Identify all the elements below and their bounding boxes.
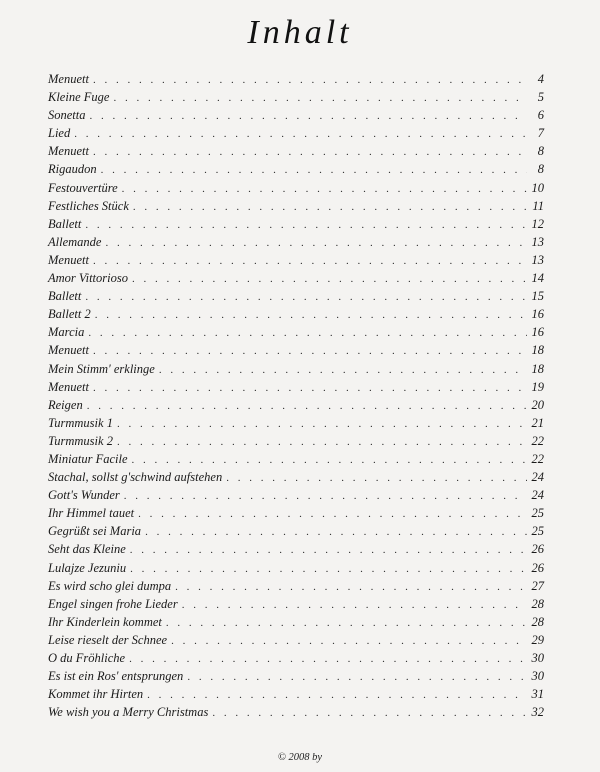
toc-entry — [48, 615, 544, 633]
dot-leader — [101, 164, 527, 176]
dot-leader — [133, 201, 527, 213]
toc-entry — [48, 126, 544, 144]
dot-leader — [129, 653, 527, 665]
toc-entry — [48, 506, 544, 524]
dot-leader — [124, 490, 527, 502]
toc-entry-title: Kommet ihr Hirten — [48, 687, 144, 702]
dot-leader — [93, 345, 527, 357]
toc-entry-page: 8 — [537, 144, 544, 159]
dot-leader — [74, 128, 527, 140]
toc-entry-page: 4 — [537, 72, 544, 86]
toc-entry — [48, 289, 544, 307]
toc-entry-page: 18 — [531, 361, 544, 376]
toc-entry — [48, 181, 544, 199]
dot-leader — [166, 617, 527, 629]
dot-leader — [90, 110, 528, 122]
toc-entry-title: Engel singen frohe Lieder — [48, 596, 178, 611]
dot-leader — [85, 219, 527, 231]
dot-leader — [85, 291, 527, 303]
dot-leader — [182, 599, 527, 611]
toc-entry-title: Menuett — [48, 144, 89, 159]
toc-entry-title: Ihr Kinderlein kommet — [48, 614, 162, 629]
toc-entry-page: 6 — [537, 108, 544, 123]
toc-entry-page: 19 — [531, 379, 544, 394]
toc-entry — [48, 416, 544, 434]
toc-entry-title: Seht das Kleine — [48, 542, 126, 557]
toc-entry-title: Kleine Fuge — [48, 90, 110, 105]
toc-entry — [48, 597, 544, 615]
page-title: Inhalt — [247, 14, 353, 51]
toc-entry — [48, 235, 544, 253]
dot-leader — [159, 364, 527, 376]
toc-entry-title: Es ist ein Ros' entsprungen — [48, 669, 184, 684]
toc-entry — [48, 362, 544, 380]
toc-entry-page: 28 — [531, 596, 544, 611]
toc-entry — [48, 217, 544, 235]
toc-entry-page: 15 — [531, 289, 544, 304]
toc-entry-page: 14 — [531, 271, 544, 286]
toc-entry — [48, 380, 544, 398]
toc-entry-page: 25 — [531, 524, 544, 539]
toc-entry-title: Allemande — [48, 234, 102, 249]
dot-leader — [130, 563, 527, 575]
dot-leader — [113, 92, 527, 104]
toc-entry-title: Leise rieselt der Schnee — [48, 632, 168, 647]
dot-leader — [147, 689, 527, 701]
toc-entry — [48, 579, 544, 597]
dot-leader — [138, 508, 527, 520]
toc-entry — [48, 542, 544, 560]
toc-entry-page: 22 — [531, 451, 544, 466]
toc-entry-page: 5 — [537, 90, 544, 105]
toc-entry — [48, 705, 544, 723]
toc-entry-page: 11 — [532, 198, 544, 213]
toc-entry-page: 27 — [531, 578, 544, 593]
toc-entry-page: 28 — [531, 614, 544, 629]
toc-entry-title: Reigen — [48, 397, 83, 412]
toc-entry — [48, 253, 544, 271]
dot-leader — [226, 472, 527, 484]
toc-entry-page: 25 — [531, 506, 544, 521]
toc-entry — [48, 434, 544, 452]
toc-entry — [48, 199, 544, 217]
toc-entry-page: 7 — [537, 126, 544, 141]
dot-leader — [105, 237, 527, 249]
toc-entry-page: 29 — [531, 632, 544, 647]
copyright-footer: © 2008 by — [277, 752, 323, 763]
toc-entry-title: Menuett — [48, 72, 89, 86]
toc-entry-page: 12 — [531, 216, 544, 231]
toc-entry — [48, 633, 544, 651]
dot-leader — [212, 707, 527, 719]
toc-entry-title: Festouvertüre — [48, 180, 118, 195]
toc-entry — [48, 470, 544, 488]
toc-entry-title: Es wird scho glei dumpa — [48, 578, 172, 593]
toc-entry-page: 13 — [531, 234, 544, 249]
dot-leader — [132, 454, 528, 466]
toc-entry — [48, 452, 544, 470]
toc-entry — [48, 144, 544, 162]
toc-entry-title: Sonetta — [48, 108, 86, 123]
toc-entry-page: 31 — [531, 687, 544, 702]
toc-entry-page: 24 — [531, 470, 544, 485]
toc-entry-page: 22 — [531, 433, 544, 448]
toc-entry-page: 16 — [531, 325, 544, 340]
dot-leader — [117, 418, 527, 430]
toc-entry-page: 21 — [531, 415, 544, 430]
toc-entry-page: 32 — [531, 705, 544, 720]
dot-leader — [130, 544, 527, 556]
toc-entry-page: 30 — [531, 669, 544, 684]
toc-entry-title: Rigaudon — [48, 162, 97, 177]
toc-entry-title: Lied — [48, 126, 71, 141]
dot-leader — [187, 671, 527, 683]
toc-entry-title: Festliches Stück — [48, 198, 129, 213]
toc-entry-title: Turmmusik 1 — [48, 415, 113, 430]
toc-entry-title: Menuett — [48, 379, 89, 394]
dot-leader — [95, 309, 527, 321]
toc-entry — [48, 307, 544, 325]
dot-leader — [175, 581, 527, 593]
toc-entry-page: 30 — [531, 651, 544, 665]
toc-entry-title: Menuett — [48, 252, 89, 267]
toc-entry-page: 20 — [531, 397, 544, 412]
toc-entry-page: 13 — [531, 252, 544, 267]
dot-leader — [132, 273, 527, 285]
dot-leader — [93, 255, 527, 267]
toc-entry — [48, 488, 544, 506]
toc-entry-title: Amor Vittorioso — [48, 271, 128, 286]
toc-entry-page: 26 — [531, 560, 544, 575]
toc-entry — [48, 72, 544, 90]
toc-entry-title: We wish you a Merry Christmas — [48, 705, 209, 720]
toc-entry — [48, 524, 544, 542]
toc-entry-page: 10 — [531, 180, 544, 195]
toc-entry — [48, 398, 544, 416]
dot-leader — [93, 382, 527, 394]
toc-entry-title: Ballett 2 — [48, 307, 91, 322]
dot-leader — [93, 74, 527, 86]
toc-entry-page: 26 — [531, 542, 544, 557]
dot-leader — [145, 526, 527, 538]
toc-entry-title: Ballett — [48, 289, 82, 304]
dot-leader — [122, 183, 527, 195]
dot-leader — [88, 327, 527, 339]
toc-entry-page: 8 — [537, 162, 544, 177]
toc-entry — [48, 687, 544, 705]
toc-entry — [48, 651, 544, 669]
toc-entry — [48, 162, 544, 180]
toc-entry — [48, 325, 544, 343]
toc-entry-title: Ihr Himmel tauet — [48, 506, 135, 521]
toc-entry-page: 18 — [531, 343, 544, 358]
dot-leader — [93, 146, 527, 158]
toc-entry — [48, 108, 544, 126]
toc-entry-title: Turmmusik 2 — [48, 433, 113, 448]
toc-entry-title: Marcia — [48, 325, 85, 340]
toc-entry-title: Menuett — [48, 343, 89, 358]
toc-entry-page: 16 — [531, 307, 544, 322]
dot-leader — [87, 400, 527, 412]
toc-entry-title: O du Fröhliche — [48, 651, 126, 665]
toc-entry — [48, 271, 544, 289]
toc-entry-title: Mein Stimm' erklinge — [48, 361, 155, 376]
toc-entry-title: Lulajze Jezuniu — [48, 560, 127, 575]
toc-entry — [48, 561, 544, 579]
toc-entry-title: Ballett — [48, 216, 82, 231]
toc-entry — [48, 343, 544, 361]
toc-entry — [48, 90, 544, 108]
dot-leader — [117, 436, 527, 448]
toc-entry-page: 24 — [531, 488, 544, 503]
table-of-contents — [48, 72, 544, 723]
dot-leader — [171, 635, 527, 647]
toc-entry-title: Miniatur Facile — [48, 451, 128, 466]
toc-entry-title: Gott's Wunder — [48, 488, 120, 503]
toc-entry-title: Gegrüßt sei Maria — [48, 524, 142, 539]
toc-entry — [48, 669, 544, 687]
toc-entry-title: Stachal, sollst g'schwind aufstehen — [48, 470, 223, 485]
